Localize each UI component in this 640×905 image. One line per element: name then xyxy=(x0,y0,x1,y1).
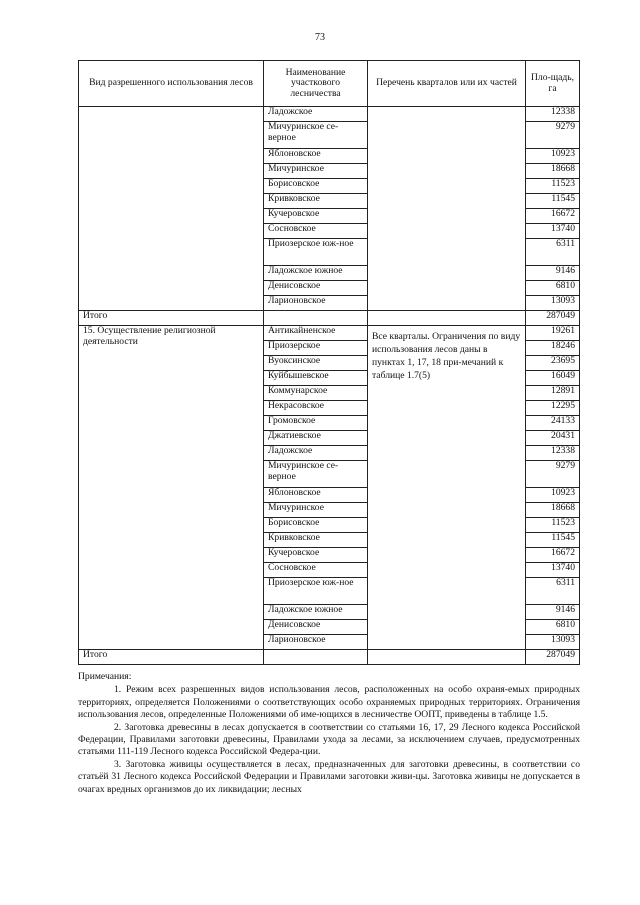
area-cell: 12338 xyxy=(526,107,580,122)
total-row xyxy=(79,650,580,665)
total-value-cell: 287049 xyxy=(526,650,580,665)
total-label-cell: Итого xyxy=(79,311,264,326)
forestry-unit-cell: Яблоновское xyxy=(264,149,368,164)
forestry-unit-cell: Ларионовское xyxy=(264,635,368,650)
forestry-unit-cell: Кривковское xyxy=(264,533,368,548)
table-row xyxy=(79,326,580,341)
table-body xyxy=(79,107,580,665)
table-row xyxy=(79,107,580,122)
area-cell: 6810 xyxy=(526,620,580,635)
area-cell: 12295 xyxy=(526,401,580,416)
forestry-unit-cell: Ладожское xyxy=(264,446,368,461)
forestry-unit-cell: Яблоновское xyxy=(264,488,368,503)
forestry-unit-cell: Ладожское xyxy=(264,107,368,122)
use-type-cell: 15. Осуществление религиозной деятельности xyxy=(79,326,264,650)
forestry-unit-cell: Борисовское xyxy=(264,518,368,533)
forestry-unit-cell: Громовское xyxy=(264,416,368,431)
notes-title: Примечания: xyxy=(78,671,132,682)
area-cell: 12891 xyxy=(526,386,580,401)
note-item: 1. Режим всех разрешенных видов использования лесов, расположенных на особо охраня-емых природных территориях, определяется Положениями о соответствующих особо охраняемых природных территориях. Ограничения использования лесов, определенные Положениями об име-ющихся в лесничестве ООПТ, приведены в таблице 1.5. xyxy=(78,684,580,721)
forestry-unit-cell: Мичуринское xyxy=(264,503,368,518)
forestry-unit-cell: Джатиевское xyxy=(264,431,368,446)
forestry-unit-cell: Мичуринское xyxy=(264,164,368,179)
area-cell: 10923 xyxy=(526,488,580,503)
note-item: 2. Заготовка древесины в лесах допускается в соответствии со статьями 16, 17, 29 Лесного кодекса Российской Федерации, Правилами заготовки древесины, Правилами ухода за лесами, за исключением случаев, предусмотренных статьями 111-119 Лесного кодекса Российской Федера-ции. xyxy=(78,721,580,758)
area-cell: 19261 xyxy=(526,326,580,341)
area-cell: 13093 xyxy=(526,635,580,650)
area-cell: 20431 xyxy=(526,431,580,446)
area-cell: 18668 xyxy=(526,164,580,179)
area-cell: 13740 xyxy=(526,563,580,578)
total-row xyxy=(79,311,580,326)
forestry-unit-cell: Сосновское xyxy=(264,563,368,578)
forestry-unit-cell: Борисовское xyxy=(264,179,368,194)
total-label-cell: Итого xyxy=(79,650,264,665)
header-area: Пло-щадь, га xyxy=(526,61,580,107)
forestry-unit-cell: Куйбышевское xyxy=(264,371,368,386)
forestry-unit-cell: Приозерское xyxy=(264,341,368,356)
area-cell: 18246 xyxy=(526,341,580,356)
area-cell: 11545 xyxy=(526,194,580,209)
area-cell: 11523 xyxy=(526,179,580,194)
forestry-unit-cell: Ладожское южное xyxy=(264,266,368,281)
area-cell: 16049 xyxy=(526,371,580,386)
empty-cell xyxy=(368,311,526,326)
area-cell: 16672 xyxy=(526,209,580,224)
header-row xyxy=(79,61,580,107)
area-cell: 9279 xyxy=(526,461,580,488)
area-cell: 6311 xyxy=(526,239,580,266)
empty-cell xyxy=(264,311,368,326)
empty-cell xyxy=(264,650,368,665)
area-cell: 6311 xyxy=(526,578,580,605)
area-cell: 24133 xyxy=(526,416,580,431)
forestry-unit-cell: Кривковское xyxy=(264,194,368,209)
forestry-unit-cell: Кучеровское xyxy=(264,209,368,224)
use-type-cell xyxy=(79,107,264,311)
forestry-unit-cell: Некрасовское xyxy=(264,401,368,416)
area-cell: 13740 xyxy=(526,224,580,239)
header-quarters: Перечень кварталов или их частей xyxy=(368,61,526,107)
forestry-unit-cell: Сосновское xyxy=(264,224,368,239)
area-cell: 23695 xyxy=(526,356,580,371)
forestry-unit-cell: Денисовское xyxy=(264,281,368,296)
forestry-unit-cell: Мичуринское се-верное xyxy=(264,122,368,149)
forestry-unit-cell: Денисовское xyxy=(264,620,368,635)
area-cell: 6810 xyxy=(526,281,580,296)
area-cell: 10923 xyxy=(526,149,580,164)
forestry-unit-cell: Ладожское южное xyxy=(264,605,368,620)
notes-section xyxy=(78,671,580,796)
area-cell: 11545 xyxy=(526,533,580,548)
forestry-unit-cell: Коммунарское xyxy=(264,386,368,401)
forestry-unit-cell: Приозерское юж-ное xyxy=(264,578,368,605)
area-cell: 9279 xyxy=(526,122,580,149)
page-number: 73 xyxy=(315,32,325,43)
forest-use-table xyxy=(78,60,580,665)
total-value-cell: 287049 xyxy=(526,311,580,326)
quarters-cell xyxy=(368,107,526,311)
area-cell: 13093 xyxy=(526,296,580,311)
quarters-cell: Все кварталы. Ограничения по виду использования лесов даны в пунктах 1, 17, 18 при-мечаний к таблице 1.7(5) xyxy=(368,326,526,650)
area-cell: 9146 xyxy=(526,266,580,281)
forestry-unit-cell: Ларионовское xyxy=(264,296,368,311)
forestry-unit-cell: Мичуринское се-верное xyxy=(264,461,368,488)
empty-cell xyxy=(368,650,526,665)
note-item: 3. Заготовка живицы осуществляется в лесах, предназначенных для заготовки древесины, в соответствии со статьёй 31 Лесного кодекса Российской Федерации и Правилами заготовки живи-цы. Заготовка живицы не допускается в очагах вредных организмов до их ликвидации; лесных xyxy=(78,758,580,795)
header-forestry: Наименование участкового лесничества xyxy=(264,61,368,107)
forestry-unit-cell: Кучеровское xyxy=(264,548,368,563)
area-cell: 9146 xyxy=(526,605,580,620)
area-cell: 18668 xyxy=(526,503,580,518)
header-use-type: Вид разрешенного использования лесов xyxy=(79,61,264,107)
forestry-unit-cell: Приозерское юж-ное xyxy=(264,239,368,266)
area-cell: 12338 xyxy=(526,446,580,461)
area-cell: 16672 xyxy=(526,548,580,563)
forestry-unit-cell: Вуоксинское xyxy=(264,356,368,371)
forestry-unit-cell: Антикайненское xyxy=(264,326,368,341)
area-cell: 11523 xyxy=(526,518,580,533)
